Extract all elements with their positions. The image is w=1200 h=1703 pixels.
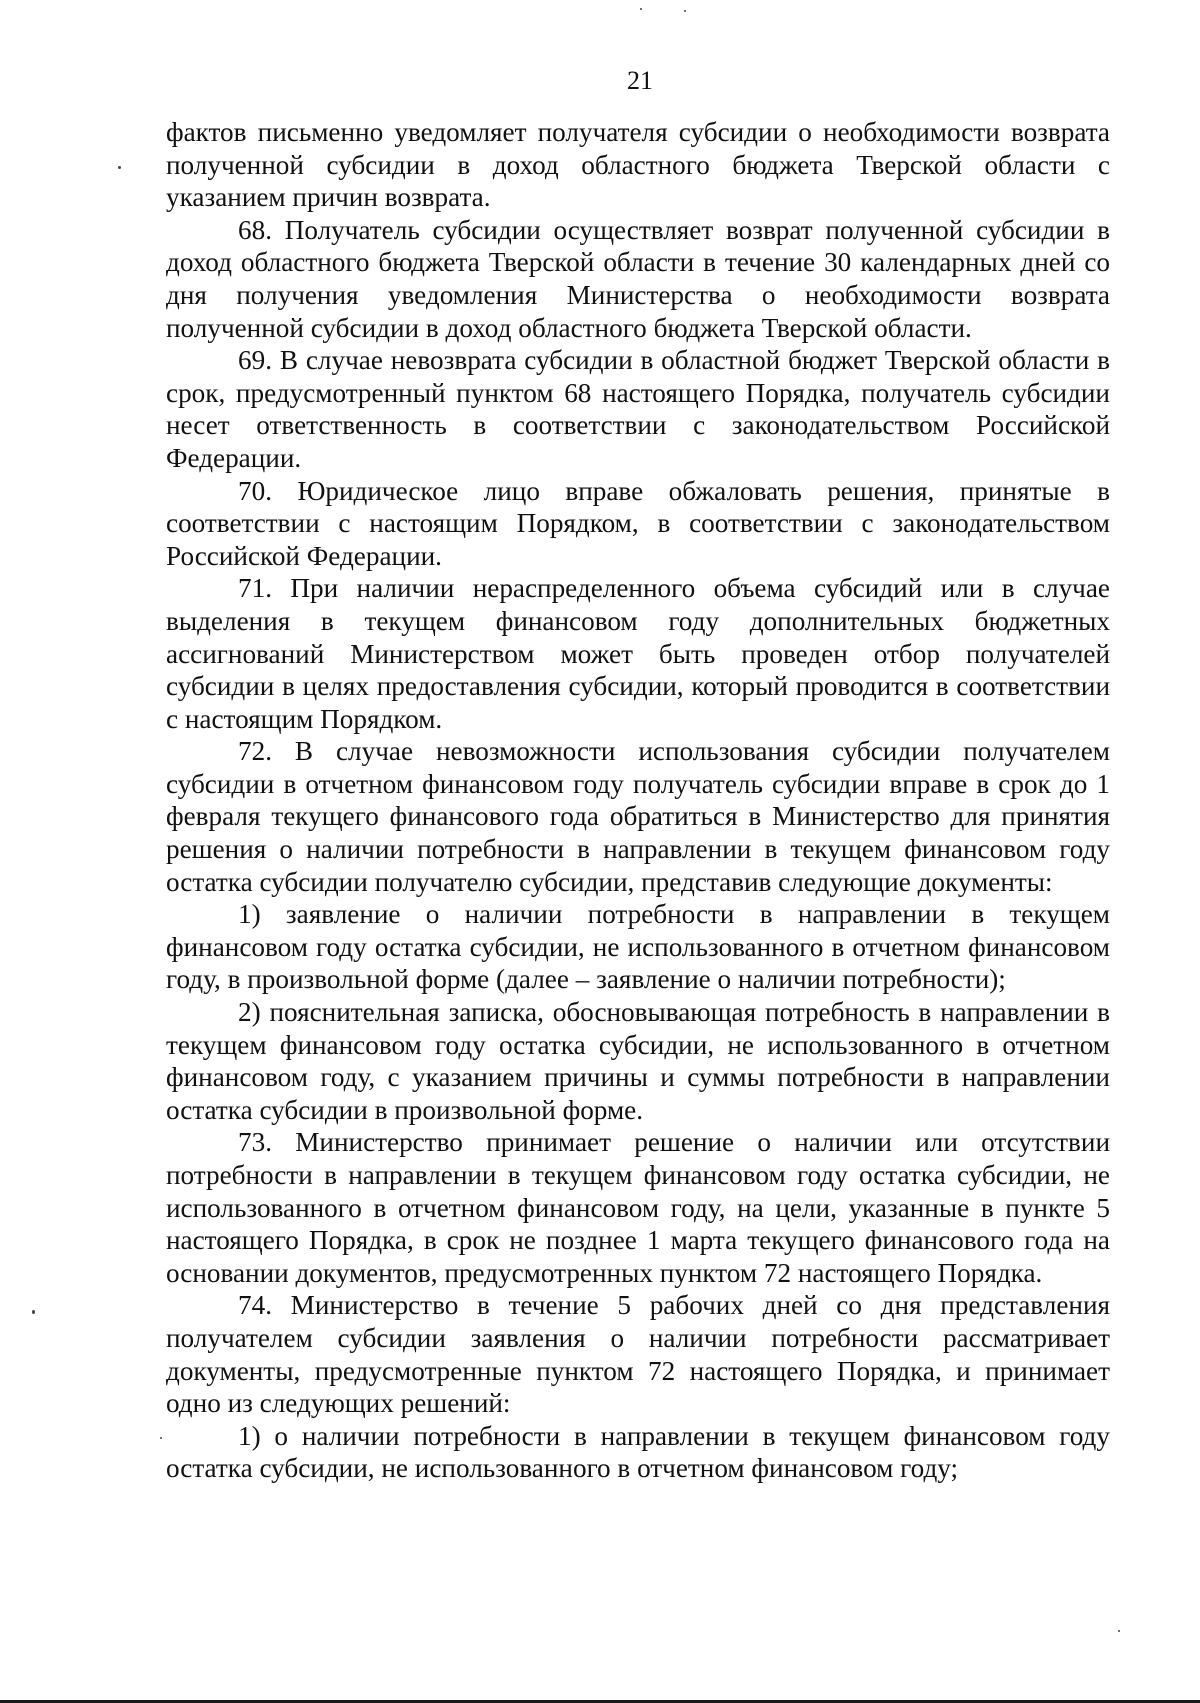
document-body — [166, 116, 1110, 1485]
scan-speck — [640, 8, 642, 10]
paragraph-70: 70. Юридическое лицо вправе обжаловать решения, принятые в соответствии с настоящим Порядком, в соответствии с законодательством Российской Федерации. — [166, 475, 1110, 571]
scan-speck — [1118, 1630, 1120, 1632]
paragraph-68: 68. Получатель субсидии осуществляет возврат полученной субсидии в доход областного бюджета Тверской области в течение 30 календарных дней со дня получения уведомления Министерства о необходимости возврата полученной субсидии в доход областного бюджета Тверской области. — [166, 214, 1110, 343]
paragraph-69: 69. В случае невозврата субсидии в областной бюджет Тверской области в срок, предусмотренный пунктом 68 настоящего Порядка, получатель субсидии несет ответственность в соответствии с законодательством Российской Федерации. — [166, 345, 1110, 473]
paragraph-continuation: фактов письменно уведомляет получателя субсидии о необходимости возврата полученной субсидии в доход областного бюджета Тверской области с указанием причин возврата. — [166, 117, 1110, 213]
paragraph-72-item-2: 2) пояснительная записка, обосновывающая потребность в направлении в текущем финансовом году остатка субсидии, не использованного в отчетном финансовом году, с указанием причины и суммы потребности в направлении остатка субсидии в произвольной форме. — [166, 997, 1110, 1125]
paragraph-72: 72. В случае невозможности использования субсидии получателем субсидии в отчетном финансовом году получатель субсидии вправе в срок до 1 февраля текущего финансового года обратиться в Министерство для принятия решения о наличии потребности в направлении в текущем финансовом году остатка субсидии получателю субсидии, представив следующие документы: — [166, 736, 1110, 897]
scan-speck — [160, 1437, 162, 1439]
page-number: 21 — [627, 66, 653, 95]
paragraph-74-item-1: 1) о наличии потребности в направлении в текущем финансовом году остатка субсидии, не использованного в отчетном финансовом году; — [166, 1420, 1110, 1484]
paragraph-73: 73. Министерство принимает решение о наличии или отсутствии потребности в направлении в текущем финансовом году остатка субсидии, не использованного в отчетном финансовом году, на цели, указанные в пункте 5 настоящего Порядка, в срок не позднее 1 марта текущего финансового года на основании документов, предусмотренных пунктом 72 настоящего Порядка. — [166, 1127, 1110, 1288]
scan-speck — [32, 1310, 35, 1314]
paragraph-72-item-1: 1) заявление о наличии потребности в направлении в текущем финансовом году остатка субсидии, не использованного в отчетном финансовом году, в произвольной форме (далее – заявление о наличии потребности); — [166, 899, 1110, 995]
scan-speck — [684, 10, 686, 12]
paragraph-74: 74. Министерство в течение 5 рабочих дней со дня представления получателем субсидии заявления о наличии потребности рассматривает документы, предусмотренные пунктом 72 настоящего Порядка, и принимает одно из следующих решений: — [166, 1290, 1110, 1419]
paragraph-71: 71. При наличии нераспределенного объема субсидий или в случае выделения в текущем финансовом году дополнительных бюджетных ассигнований Министерством может быть проведен отбор получателей субсидии в целях предоставления субсидии, который проводится в соответствии с настоящим Порядком. — [166, 573, 1110, 734]
scan-speck — [118, 166, 121, 169]
